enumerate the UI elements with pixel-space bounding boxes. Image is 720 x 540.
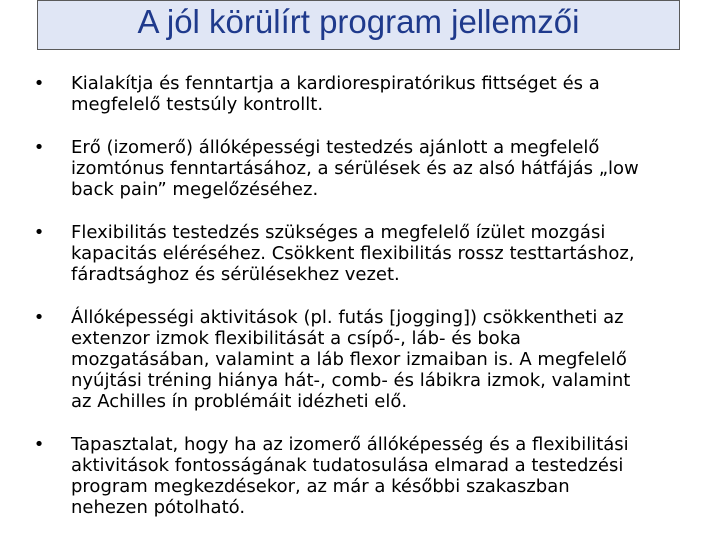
bullet-dot-icon: • <box>33 222 45 243</box>
bullet-line: extenzor izmok flexibilitását a csípő-, láb- és boka <box>71 328 521 349</box>
bullet-line: mozgatásában, valamint a láb flexor izmaiban is. A megfelelő <box>71 349 627 370</box>
bullet-line: Kialakítja és fenntartja a kardiorespiratórikus fittséget és a <box>71 73 600 94</box>
bullet-line: izomtónus fenntartásához, a sérülések és az alsó hátfájás „low <box>71 158 639 179</box>
bullet-dot-icon: • <box>33 137 45 158</box>
slide-title: A jól körülírt program jellemzői <box>137 3 580 40</box>
bullet-item <box>32 307 704 412</box>
bullet-line: back pain” megelőzéséhez. <box>71 179 319 200</box>
bullet-line: nehezen pótolható. <box>71 497 246 518</box>
bullet-item <box>32 222 704 285</box>
bullet-line: megfelelő testsúly kontrollt. <box>71 94 324 115</box>
bullet-text <box>71 137 704 200</box>
bullet-line: Állóképességi aktivitások (pl. futás [jogging]) csökkentheti az <box>71 307 624 328</box>
bullet-item <box>32 137 704 200</box>
bullet-list <box>32 73 704 518</box>
bullet-line: Erő (izomerő) állóképességi testedzés ajánlott a megfelelő <box>71 137 600 158</box>
bullet-text <box>71 222 704 285</box>
bullet-item <box>32 73 704 115</box>
bullet-line: aktivitások fontosságának tudatosulása elmarad a testedzési <box>71 455 624 476</box>
bullet-dot-icon: • <box>33 434 45 455</box>
bullet-item <box>32 434 704 518</box>
bullet-line: az Achilles ín problémáit idézheti elő. <box>71 391 408 412</box>
slide-content <box>32 73 704 518</box>
bullet-text <box>71 73 704 115</box>
bullet-dot-icon: • <box>33 307 45 328</box>
bullet-text <box>71 307 704 412</box>
bullet-line: nyújtási tréning hiánya hát-, comb- és lábikra izmok, valamint <box>71 370 631 391</box>
bullet-line: Flexibilitás testedzés szükséges a megfelelő ízület mozgási <box>71 222 606 243</box>
bullet-line: Tapasztalat, hogy ha az izomerő állóképesség és a flexibilitási <box>71 434 629 455</box>
bullet-line: program megkezdésekor, az már a későbbi szakaszban <box>71 476 570 497</box>
title-banner <box>37 0 680 50</box>
bullet-line: kapacitás eléréséhez. Csökkent flexibilitás rossz testtartáshoz, <box>71 243 635 264</box>
bullet-text <box>71 434 704 518</box>
bullet-line: fáradtsághoz és sérülésekhez vezet. <box>71 264 400 285</box>
bullet-dot-icon: • <box>33 73 45 94</box>
